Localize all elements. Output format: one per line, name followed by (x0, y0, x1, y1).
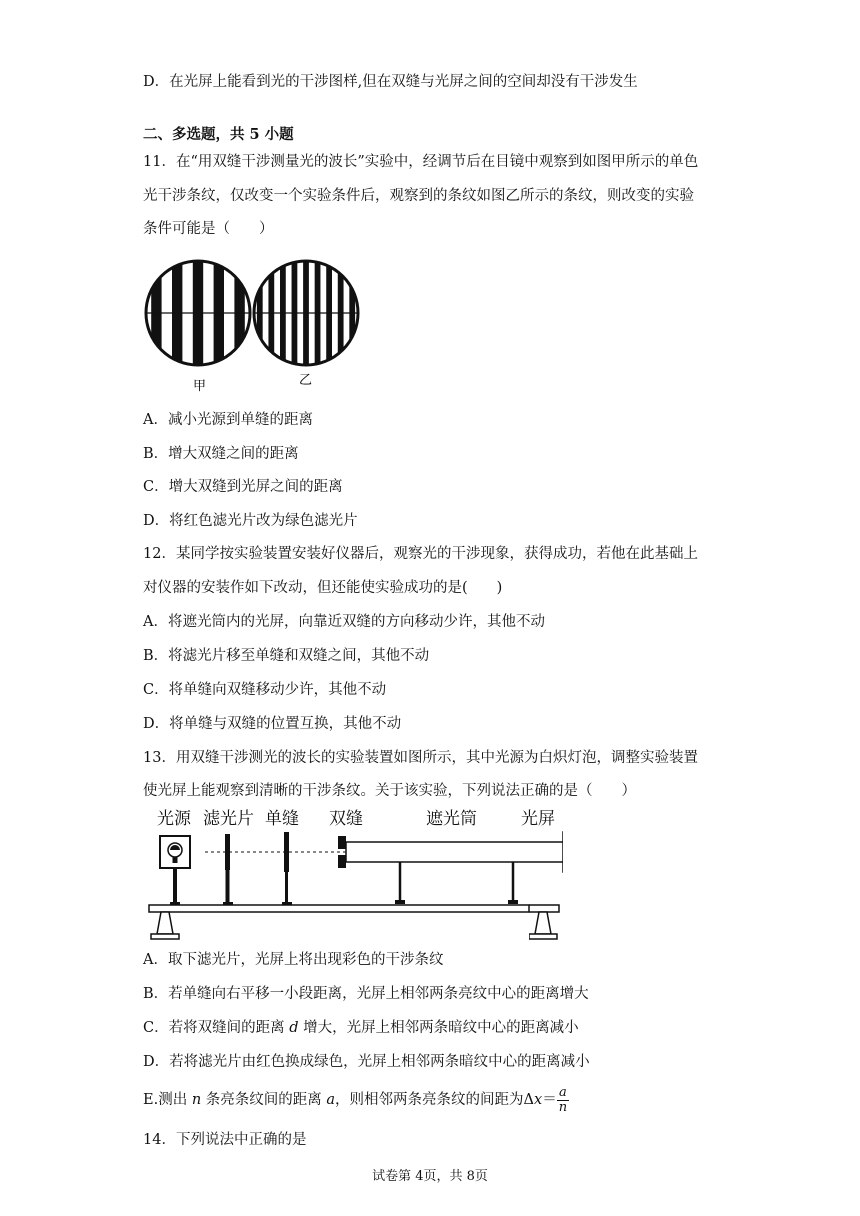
light-tube-icon (346, 840, 563, 904)
q12-stem-line2: 对仪器的安装作如下改动，但还能使实验成功的是( ) (143, 580, 503, 596)
q13-option-e-eq: ＝ (542, 1092, 557, 1108)
q11-option-a: A．减小光源到单缝的距离 (143, 412, 313, 428)
fraction (557, 1086, 569, 1115)
q13-option-e-n: n (191, 1092, 202, 1108)
q12-option-a: A．将遮光筒内的光屏，向靠近双缝的方向移动少许，其他不动 (143, 614, 545, 630)
fringe-figure (143, 248, 363, 398)
label-light-tube: 遮光筒 (426, 809, 477, 829)
q13-option-d: D．若将滤光片由红色换成绿色，光屏上相邻两条暗纹中心的距离减小 (143, 1054, 590, 1070)
q11-option-c: C．增大双缝到光屏之间的距离 (143, 479, 343, 495)
q13-option-c-var: d (289, 1020, 299, 1036)
q13-option-c (143, 1018, 579, 1038)
q12-option-d: D．将单缝与双缝的位置互换，其他不动 (143, 716, 402, 732)
figure-label-jia: 甲 (193, 379, 207, 394)
q10-option-d: D．在光屏上能看到光的干涉图样,但在双缝与光屏之间的空间却没有干涉发生 (143, 74, 638, 90)
q13-option-c-post: 增大，光屏上相邻两条暗纹中心的距离减小 (298, 1020, 579, 1036)
page-footer: 试卷第 4页，共 8页 (372, 1169, 488, 1184)
q11-stem-line2: 光干涉条纹，仅改变一个实验条件后，观察到的条纹如图乙所示的条纹，则改变的实验 (143, 188, 694, 204)
q13-option-e-x: x (534, 1092, 543, 1108)
label-screen: 光屏 (521, 809, 555, 829)
q11-option-b: B．增大双缝之间的距离 (143, 446, 299, 462)
q13-option-e-a: a (326, 1092, 336, 1108)
figure-label-yi: 乙 (299, 373, 313, 388)
q11-stem-line1: 11．在“用双缝干涉测量光的波长”实验中，经调节后在目镜中观察到如图甲所示的单色 (143, 154, 699, 170)
section-heading: 二、多选题，共 5 小题 (143, 126, 294, 143)
fraction-numerator: a (557, 1086, 569, 1101)
q12-option-c: C．将单缝向双缝移动少许，其他不动 (143, 682, 387, 698)
q13-option-e-mid: 条亮条纹间的距离 (201, 1092, 327, 1108)
q14-stem: 14．下列说法中正确的是 (143, 1132, 307, 1148)
q13-option-e-post: ，则相邻两条亮条纹的间距为Δ (335, 1092, 535, 1108)
apparatus-bench-right (529, 904, 563, 944)
q13-stem-line1: 13．用双缝干涉测光的波长的实验装置如图所示，其中光源为白炽灯泡，调整实验装置 (143, 750, 698, 766)
q13-option-a: A．取下滤光片，光屏上将出现彩色的干涉条纹 (143, 952, 444, 968)
q13-option-b: B．若单缝向右平移一小段距离，光屏上相邻两条亮纹中心的距离增大 (143, 986, 589, 1002)
optical-bench (149, 905, 529, 939)
single-slit-icon (282, 832, 292, 906)
light-source-icon (160, 836, 190, 906)
label-light-source: 光源 (157, 809, 191, 829)
q13-option-e-pre: E.测出 (143, 1092, 192, 1108)
q12-option-b: B．将滤光片移至单缝和双缝之间，其他不动 (143, 648, 430, 664)
q13-option-e (143, 1084, 569, 1116)
q13-option-c-pre: C．若将双缝间的距离 (143, 1020, 290, 1036)
filter-icon (223, 834, 233, 906)
label-filter: 滤光片 (203, 809, 254, 829)
label-single-slit: 单缝 (265, 809, 299, 829)
apparatus-figure (143, 804, 563, 944)
fraction-denominator: n (558, 1099, 568, 1115)
q11-stem-line3: 条件可能是（ ） (143, 221, 274, 237)
q12-stem-line1: 12．某同学按实验装置安装好仪器后，观察光的干涉现象，获得成功，若他在此基础上 (143, 546, 698, 562)
q13-stem-line2: 使光屏上能观察到清晰的干涉条纹。关于该实验，下列说法正确的是（ ） (143, 783, 636, 799)
q11-option-d: D．将红色滤光片改为绿色滤光片 (143, 513, 358, 529)
label-double-slit: 双缝 (329, 809, 363, 829)
